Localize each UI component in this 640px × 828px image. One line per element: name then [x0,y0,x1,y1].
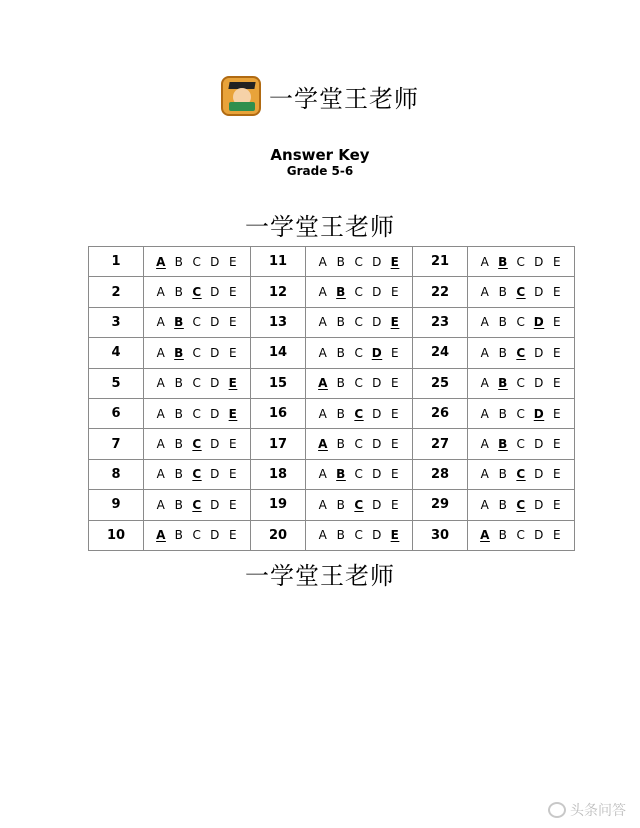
question-number: 13 [251,307,306,337]
answer-options [468,368,575,398]
brand-watermark-bottom: 一学堂王老师 [245,562,395,590]
option-letter: E [390,467,400,482]
teacher-logo-icon [221,76,261,116]
answer-options [144,307,251,337]
table-row [89,398,575,428]
option-letter: A [318,254,328,269]
answer-options [468,398,575,428]
correct-option: B [174,345,184,360]
correct-option: E [228,376,238,391]
option-letter: D [372,254,382,269]
option-letter: A [480,376,490,391]
option-letter: A [318,315,328,330]
correct-option: E [390,315,400,330]
option-letter: E [228,437,238,452]
table-row [89,490,575,520]
question-number: 18 [251,459,306,489]
option-letter: C [354,285,364,300]
table-row [89,368,575,398]
option-letter: D [210,528,220,543]
option-letter: C [192,376,202,391]
option-letter: C [192,315,202,330]
question-number: 5 [89,368,144,398]
option-letter: B [336,437,346,452]
option-letter: B [336,345,346,360]
page-subtitle: Grade 5-6 [286,164,354,178]
option-letter: E [552,376,562,391]
answer-options [306,459,413,489]
question-number: 17 [251,429,306,459]
question-number: 8 [89,459,144,489]
question-number: 23 [413,307,468,337]
table-row [89,307,575,337]
page-title: Answer Key [270,146,370,164]
option-letter: D [210,285,220,300]
correct-option: E [390,528,400,543]
option-letter: C [516,315,526,330]
option-letter: C [192,528,202,543]
speech-bubble-icon [548,802,566,818]
option-letter: C [516,528,526,543]
option-letter: B [174,285,184,300]
option-letter: B [336,497,346,512]
answer-options [468,520,575,550]
correct-option: B [498,254,508,269]
table-row [89,277,575,307]
answer-options [306,277,413,307]
answer-options [468,338,575,368]
option-letter: C [354,376,364,391]
option-letter: A [318,528,328,543]
option-letter: D [210,315,220,330]
correct-option: A [318,376,328,391]
option-letter: D [534,467,544,482]
correct-option: E [228,406,238,421]
question-number: 10 [89,520,144,550]
option-letter: A [480,406,490,421]
answer-options [468,429,575,459]
question-number: 25 [413,368,468,398]
correct-option: A [156,254,166,269]
correct-option: B [498,376,508,391]
option-letter: D [534,345,544,360]
option-letter: A [156,406,166,421]
correct-option: B [174,315,184,330]
question-number: 4 [89,338,144,368]
option-letter: E [552,285,562,300]
option-letter: A [480,254,490,269]
option-letter: B [498,285,508,300]
answer-key-table [88,246,575,551]
correct-option: C [516,467,526,482]
option-letter: E [228,467,238,482]
option-letter: B [336,254,346,269]
option-letter: D [210,467,220,482]
answer-options [468,247,575,277]
option-letter: E [228,497,238,512]
question-number: 24 [413,338,468,368]
question-number: 28 [413,459,468,489]
option-letter: A [156,437,166,452]
question-number: 29 [413,490,468,520]
option-letter: D [534,376,544,391]
option-letter: B [498,467,508,482]
option-letter: B [336,406,346,421]
option-letter: E [390,376,400,391]
option-letter: A [480,345,490,360]
answer-options [144,459,251,489]
option-letter: E [390,437,400,452]
question-number: 26 [413,398,468,428]
question-number: 6 [89,398,144,428]
option-letter: D [210,437,220,452]
correct-option: C [192,467,202,482]
option-letter: D [210,254,220,269]
question-number: 27 [413,429,468,459]
question-number: 30 [413,520,468,550]
option-letter: D [534,528,544,543]
option-letter: B [174,497,184,512]
question-number: 2 [89,277,144,307]
answer-options [144,520,251,550]
question-number: 1 [89,247,144,277]
answer-options [306,398,413,428]
correct-option: D [371,345,383,360]
question-number: 7 [89,429,144,459]
answer-options [468,459,575,489]
option-letter: D [372,437,382,452]
option-letter: A [156,497,166,512]
option-letter: C [354,254,364,269]
option-letter: C [516,437,526,452]
option-letter: A [156,467,166,482]
option-letter: B [174,406,184,421]
answer-options [306,429,413,459]
question-number: 14 [251,338,306,368]
option-letter: C [354,528,364,543]
correct-option: D [533,315,545,330]
option-letter: E [552,528,562,543]
option-letter: D [534,254,544,269]
table-row [89,247,575,277]
option-letter: B [498,406,508,421]
option-letter: E [228,254,238,269]
answer-options [306,490,413,520]
option-letter: A [318,406,328,421]
answer-options [306,338,413,368]
correct-option: C [354,406,364,421]
option-letter: E [552,406,562,421]
answer-options [306,368,413,398]
option-letter: A [318,497,328,512]
option-letter: E [228,285,238,300]
option-letter: B [336,376,346,391]
option-letter: C [192,254,202,269]
option-letter: D [372,497,382,512]
correct-option: A [480,528,490,543]
option-letter: B [174,528,184,543]
option-letter: D [372,285,382,300]
option-letter: A [156,315,166,330]
option-letter: B [498,497,508,512]
watermark-text: 头条问答 [570,803,626,819]
correct-option: C [516,497,526,512]
option-letter: B [174,437,184,452]
option-letter: D [534,285,544,300]
option-letter: B [498,345,508,360]
option-letter: D [210,345,220,360]
answer-options [306,307,413,337]
answer-options [144,429,251,459]
correct-option: A [156,528,166,543]
option-letter: D [372,315,382,330]
option-letter: C [354,467,364,482]
option-letter: A [480,315,490,330]
answer-options [144,368,251,398]
question-number: 11 [251,247,306,277]
question-number: 20 [251,520,306,550]
table-row [89,459,575,489]
option-letter: B [498,528,508,543]
correct-option: C [516,345,526,360]
option-letter: D [210,497,220,512]
table-row [89,338,575,368]
option-letter: A [156,376,166,391]
answer-options [468,307,575,337]
answer-options [468,490,575,520]
question-number: 16 [251,398,306,428]
option-letter: E [552,497,562,512]
option-letter: E [552,315,562,330]
platform-watermark [548,800,626,820]
question-number: 19 [251,490,306,520]
option-letter: B [336,315,346,330]
answer-options [144,338,251,368]
option-letter: C [354,437,364,452]
option-letter: B [174,376,184,391]
option-letter: C [354,345,364,360]
option-letter: B [174,254,184,269]
option-letter: A [156,285,166,300]
option-letter: A [156,345,166,360]
option-letter: A [480,467,490,482]
correct-option: C [516,285,526,300]
option-letter: E [228,528,238,543]
option-letter: D [210,406,220,421]
brand-watermark-mid: 一学堂王老师 [245,213,395,241]
option-letter: C [192,406,202,421]
option-letter: D [534,497,544,512]
table-row [89,520,575,550]
option-letter: D [372,528,382,543]
option-letter: D [534,437,544,452]
option-letter: D [372,376,382,391]
option-letter: A [480,497,490,512]
correct-option: A [318,437,328,452]
option-letter: E [552,254,562,269]
answer-options [144,490,251,520]
correct-option: B [336,285,346,300]
option-letter: C [516,376,526,391]
answer-options [468,277,575,307]
question-number: 9 [89,490,144,520]
correct-option: C [192,497,202,512]
correct-option: B [336,467,346,482]
option-letter: E [228,345,238,360]
option-letter: E [228,315,238,330]
option-letter: E [390,345,400,360]
option-letter: C [192,345,202,360]
question-number: 22 [413,277,468,307]
option-letter: A [318,345,328,360]
option-letter: E [390,497,400,512]
option-letter: A [318,467,328,482]
question-number: 15 [251,368,306,398]
correct-option: C [192,437,202,452]
correct-option: B [498,437,508,452]
option-letter: B [174,467,184,482]
option-letter: B [498,315,508,330]
question-number: 12 [251,277,306,307]
option-letter: B [336,528,346,543]
correct-option: E [390,254,400,269]
answer-options [306,520,413,550]
answer-options [144,398,251,428]
option-letter: A [480,285,490,300]
option-letter: E [390,406,400,421]
correct-option: D [533,406,545,421]
option-letter: E [390,285,400,300]
header-brand [0,76,640,116]
option-letter: D [372,406,382,421]
option-letter: E [552,345,562,360]
option-letter: D [210,376,220,391]
option-letter: C [354,315,364,330]
option-letter: C [516,406,526,421]
option-letter: E [552,437,562,452]
answer-options [144,277,251,307]
option-letter: D [372,467,382,482]
correct-option: C [354,497,364,512]
question-number: 3 [89,307,144,337]
brand-name: 一学堂王老师 [269,84,419,113]
correct-option: C [192,285,202,300]
option-letter: A [318,285,328,300]
answer-options [306,247,413,277]
question-number: 21 [413,247,468,277]
table-row [89,429,575,459]
option-letter: E [552,467,562,482]
answer-options [144,247,251,277]
option-letter: A [480,437,490,452]
option-letter: C [516,254,526,269]
